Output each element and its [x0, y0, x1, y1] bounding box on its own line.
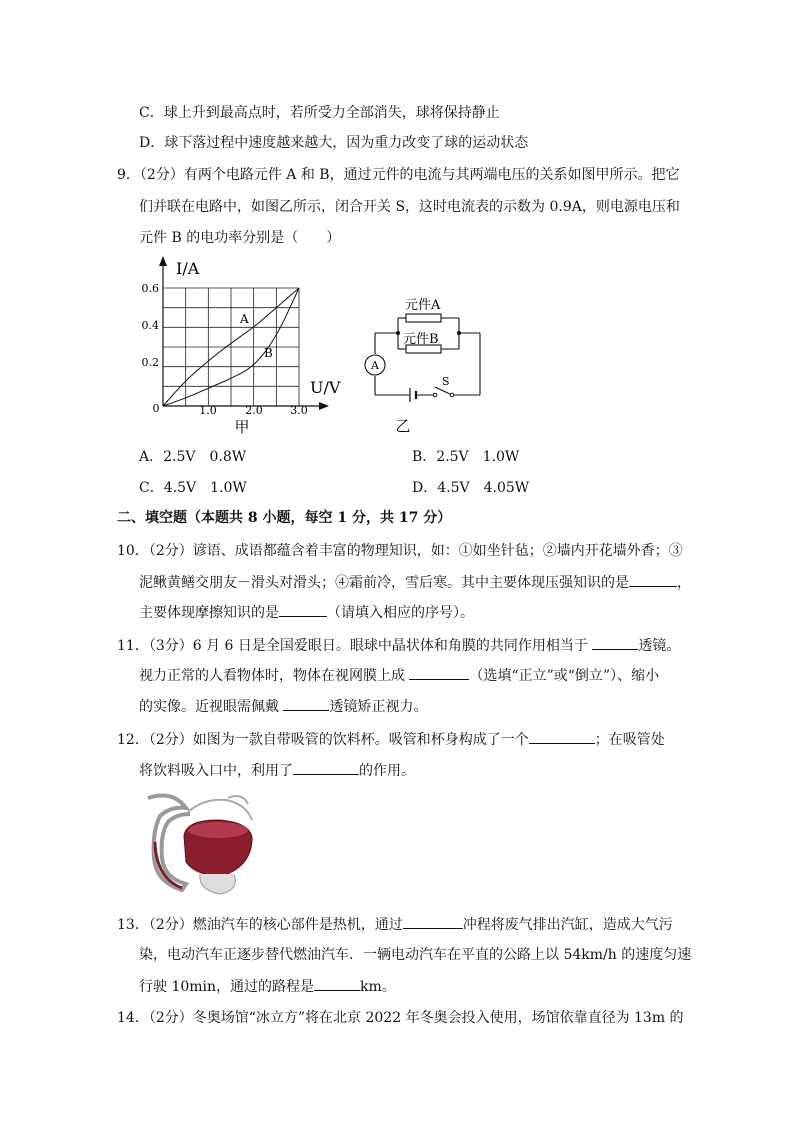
- q11-text: 透镜。: [638, 638, 681, 654]
- q11-text: （选填“正立”或“倒立”）、缩小: [469, 668, 660, 684]
- answer-blank[interactable]: [529, 729, 595, 744]
- answer-blank[interactable]: [283, 696, 329, 711]
- q13-text: 行驶 10min，通过的路程是: [139, 979, 315, 995]
- q8-option-d: D．球下落过程中速度越来越大，因为重力改变了球的运动状态: [139, 135, 529, 151]
- x-tick-label: 2.0: [245, 404, 263, 417]
- q12-text: 的作用。: [359, 763, 415, 779]
- q12-text: 将饮料吸入口中，利用了: [139, 763, 293, 779]
- ammeter-label: A: [371, 359, 379, 372]
- q9-option-d: D．4.5V 4.05W: [412, 480, 530, 496]
- answer-blank[interactable]: [314, 976, 360, 991]
- q11-text: 视力正常的人看物体时，物体在视网膜上成: [139, 668, 410, 684]
- answer-blank[interactable]: [409, 665, 469, 680]
- graph-jia: [130, 250, 345, 440]
- answer-blank[interactable]: [592, 635, 638, 650]
- q10-text: （请填入相应的序号）。: [327, 605, 474, 621]
- q13-text: 冲程将废气排出汽缸，造成大气污: [462, 917, 673, 933]
- y-axis-label: I/A: [176, 259, 200, 278]
- q8-option-c: C．球上升到最高点时，若所受力全部消失，球将保持静止: [139, 105, 500, 121]
- element-a-label: 元件A: [405, 298, 441, 313]
- q11-text: 透镜矫正视力。: [329, 699, 428, 715]
- graph-axes: [159, 256, 329, 410]
- q10-text: 泥鳅黄鳝交朋友－滑头对滑头；④霜前冷，雪后寒。其中主要体现压强知识的是: [139, 575, 629, 591]
- q12-stem-line2: [139, 760, 415, 781]
- q12-stem-line1: [117, 729, 665, 750]
- q10-stem-line1: 10．（2分）谚语、成语都蕴含着丰富的物理知识，如：①如坐针毡；②墙内开花墙外香；③: [117, 543, 683, 559]
- switch-contact: [433, 393, 437, 397]
- element-b-label: 元件B: [403, 332, 439, 347]
- y-tick-label: 0.6: [141, 282, 159, 295]
- q9-option-b: B．2.5V 1.0W: [412, 449, 520, 465]
- resistor-a: [406, 314, 441, 322]
- node-dot: [457, 331, 461, 335]
- q9-stem-line3: 元件 B 的电功率分别是（ ）: [139, 230, 341, 246]
- q13-stem-line2: 染，电动汽车正逐步替代燃油汽车．一辆电动汽车在平直的公路上以 54km/h 的速度匀速: [139, 947, 692, 963]
- q9-option-a: A．2.5V 0.8W: [139, 449, 247, 465]
- switch-label: S: [442, 375, 450, 388]
- q10-text: ，: [677, 575, 691, 591]
- q13-stem-line3: [139, 976, 396, 997]
- curve-a-label: A: [240, 312, 249, 326]
- circuit-caption: 乙: [395, 417, 411, 435]
- drinking-cup-illustration: [138, 790, 263, 902]
- x-tick-label: 3.0: [290, 404, 308, 417]
- q10-text: 主要体现摩擦知识的是: [139, 605, 279, 621]
- q11-text: 11．（3分）6 月 6 日是全国爱眼日。眼球中晶状体和角膜的共同作用相当于: [117, 638, 593, 654]
- graph-caption: 甲: [234, 418, 250, 436]
- node-dot: [396, 331, 400, 335]
- q13-stem-line1: [117, 914, 673, 935]
- answer-blank[interactable]: [279, 602, 327, 617]
- q10-stem-line3: [139, 602, 474, 623]
- cup-handle: [228, 796, 248, 804]
- q9-option-c: C．4.5V 1.0W: [139, 480, 247, 496]
- q9-stem-line1: 9．（2分）有两个电路元件 A 和 B，通过元件的电流与其两端电压的关系如图甲所示。把它: [117, 167, 680, 183]
- origin-label: 0: [152, 402, 160, 415]
- q11-stem-line3: [139, 696, 427, 717]
- curve-b-label: B: [264, 346, 273, 360]
- answer-blank[interactable]: [403, 914, 463, 929]
- answer-blank[interactable]: [293, 760, 359, 775]
- switch-contact: [450, 393, 454, 397]
- q9-stem-line2: 们并联在电路中，如图乙所示，闭合开关 S，这时电流表的示数为 0.9A，则电源电压和: [139, 199, 680, 215]
- q11-stem-line1: [117, 635, 680, 656]
- x-axis-label: U/V: [310, 378, 341, 397]
- q13-text: 13．（2分）燃油汽车的核心部件是热机，通过: [117, 917, 403, 933]
- y-tick-label: 0.2: [141, 356, 159, 369]
- q10-stem-line2: [139, 572, 691, 593]
- q13-text: km。: [360, 979, 396, 995]
- x-tick-label: 1.0: [199, 404, 217, 417]
- cup-base: [200, 874, 236, 894]
- q12-text: 12．（2分）如图为一款自带吸管的饮料杯。吸管和杯身构成了一个: [117, 732, 529, 748]
- q11-text: 的实像。近视眼需佩戴: [139, 699, 284, 715]
- q11-stem-line2: [139, 665, 659, 686]
- switch-blade: [435, 387, 452, 395]
- section-heading: 二、填空题（本题共 8 小题，每空 1 分，共 17 分）: [117, 510, 452, 526]
- cup-rim: [188, 800, 252, 820]
- q12-text: ；在吸管处: [594, 732, 665, 748]
- answer-blank[interactable]: [629, 572, 677, 587]
- cup-liquid-surface: [188, 822, 248, 838]
- q14-stem-line1: 14．（2分）冬奥场馆“冰立方”将在北京 2022 年冬奥会投入使用，场馆依靠直径为 13m 的: [117, 1010, 684, 1026]
- y-tick-label: 0.4: [141, 319, 159, 332]
- circuit-yi: [355, 285, 495, 435]
